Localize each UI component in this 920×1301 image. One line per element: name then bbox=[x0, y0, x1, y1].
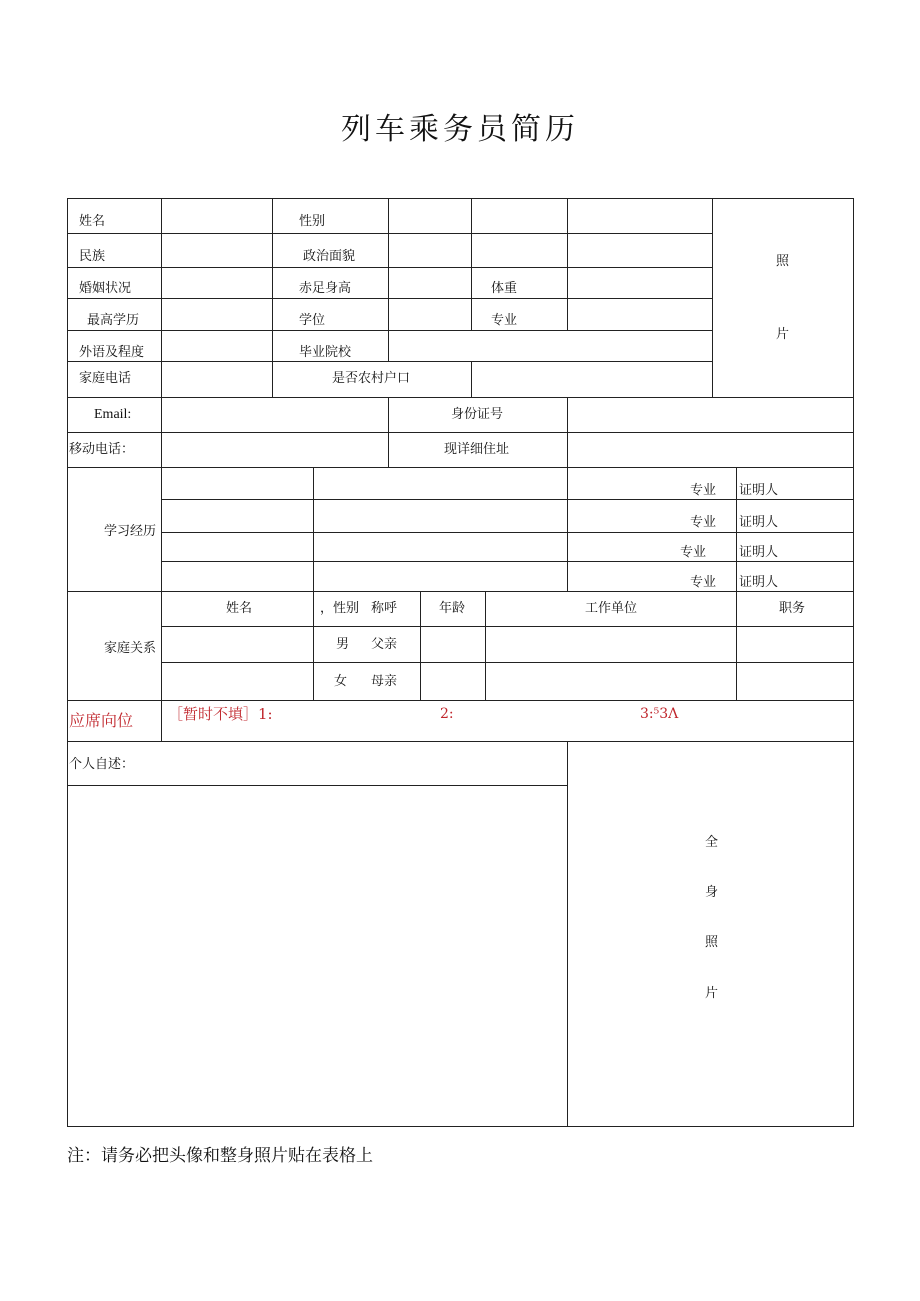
mobile-label: 移动电话： bbox=[69, 442, 135, 457]
rural-label: 是否农村户口 bbox=[332, 371, 411, 386]
study-witness-2: 证明人 bbox=[739, 515, 779, 530]
study-witness-4: 证明人 bbox=[739, 575, 779, 590]
home-phone-label: 家庭电话 bbox=[79, 371, 132, 386]
name-label: 姓名 bbox=[79, 214, 106, 229]
family-relation-1: 父亲 bbox=[371, 637, 398, 652]
footer-note: 注：请务必把头像和整身照片贴在表格上 bbox=[67, 1146, 373, 1166]
study-label: 学习经历 bbox=[104, 524, 157, 539]
study-witness-1: 证明人 bbox=[739, 483, 779, 498]
family-header-name: 姓名 bbox=[226, 601, 253, 616]
family-header-post: 职务 bbox=[779, 601, 806, 616]
marital-label: 婚姻状况 bbox=[79, 281, 132, 296]
position-choice-3: 3:⁵3Λ bbox=[640, 706, 679, 722]
degree-label: 学位 bbox=[299, 313, 326, 328]
language-label: 外语及程度 bbox=[79, 345, 145, 360]
family-header-work: 工作单位 bbox=[585, 601, 638, 616]
full-photo-char-3: 照 bbox=[705, 935, 719, 950]
address-label: 现详细住址 bbox=[444, 442, 510, 457]
position-label: 应席向位 bbox=[69, 711, 134, 730]
email-label: Email: bbox=[94, 407, 132, 422]
id-label: 身份证号 bbox=[451, 407, 504, 422]
full-photo-char-1: 全 bbox=[705, 835, 719, 850]
weight-label: 体重 bbox=[491, 281, 518, 296]
position-hint: ［暂时不填］1: bbox=[168, 705, 273, 723]
study-major-4: 专业 bbox=[690, 575, 717, 590]
major-label: 专业 bbox=[491, 313, 518, 328]
full-photo-char-2: 身 bbox=[705, 885, 719, 900]
family-header-relation: 称呼 bbox=[371, 601, 398, 616]
political-label: 政治面貌 bbox=[303, 249, 356, 264]
family-header-age: 年龄 bbox=[439, 601, 466, 616]
study-major-2: 专业 bbox=[690, 515, 717, 530]
photo-char-2: 片 bbox=[776, 327, 790, 342]
position-choice-2: 2: bbox=[440, 706, 454, 722]
full-photo-char-4: 片 bbox=[705, 986, 719, 1001]
school-label: 毕业院校 bbox=[299, 345, 352, 360]
study-major-3: 专业 bbox=[680, 545, 707, 560]
family-relation-2: 母亲 bbox=[371, 674, 398, 689]
self-statement-label: 个人自述： bbox=[69, 757, 135, 772]
education-label: 最高学历 bbox=[87, 313, 140, 328]
ethnicity-label: 民族 bbox=[79, 249, 106, 264]
height-label: 赤足身高 bbox=[299, 281, 352, 296]
study-witness-3: 证明人 bbox=[739, 545, 779, 560]
photo-char-1: 照 bbox=[776, 254, 790, 269]
family-gender-2: 女 bbox=[334, 674, 348, 689]
gender-label: 性别 bbox=[299, 214, 326, 229]
family-label: 家庭关系 bbox=[104, 641, 157, 656]
family-gender-1: 男 bbox=[336, 637, 350, 652]
family-header-gender: ，性别 bbox=[320, 601, 360, 616]
page-title: 列车乘务员简历 bbox=[341, 112, 579, 147]
study-major-1: 专业 bbox=[690, 483, 717, 498]
